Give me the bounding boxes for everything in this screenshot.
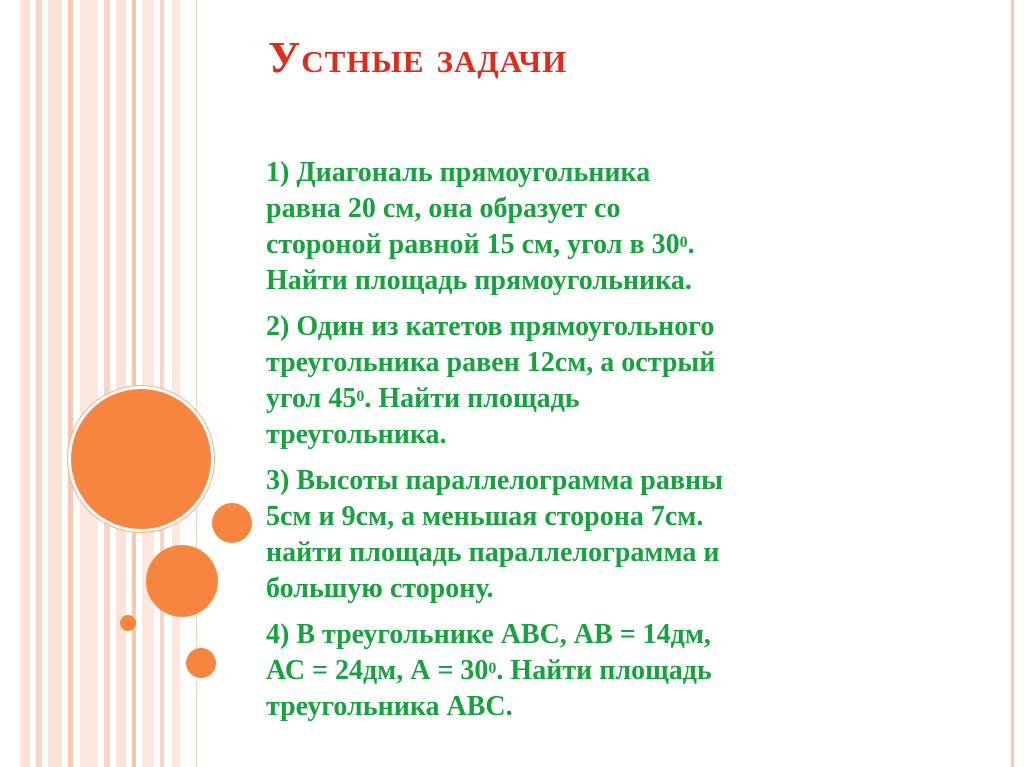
- task-line: [266, 227, 966, 263]
- task-line: [266, 381, 966, 417]
- task-line: 4) В треугольнике АВС, АВ = 14дм,: [266, 619, 711, 650]
- task-line: 3) Высоты параллелограмма равны: [266, 465, 723, 496]
- task-text: стороной равной 15 см, угол в 30: [266, 229, 680, 260]
- task-line: большую сторону.: [266, 573, 494, 604]
- task-text: . Найти площадь: [496, 655, 712, 686]
- degree-superscript: 0: [488, 660, 497, 677]
- task-line: 5см и 9см, а меньшая сторона 7см.: [266, 501, 704, 532]
- task-line: найти площадь параллелограмма и: [266, 537, 720, 568]
- decorative-stripes: [0, 0, 200, 767]
- task-list: [266, 155, 966, 735]
- degree-superscript: 0: [679, 234, 688, 251]
- task-line: [266, 653, 966, 689]
- task-text: . Найти площадь: [364, 383, 580, 414]
- decorative-circle-small: [212, 503, 252, 543]
- task-line: 2) Один из катетов прямоугольного: [266, 311, 715, 342]
- task-line: равна 20 см, она образует со: [266, 193, 621, 224]
- task-text: АС = 24дм, А = 30: [266, 655, 489, 686]
- task-line: Найти площадь прямоугольника.: [266, 265, 692, 296]
- task-line: треугольника.: [266, 419, 447, 450]
- right-border: [1011, 0, 1014, 767]
- decorative-circle-large: [68, 386, 214, 532]
- task-item: [266, 617, 966, 725]
- task-item: [266, 155, 966, 299]
- decorative-circle-small-2: [186, 648, 216, 678]
- task-text: .: [687, 229, 695, 260]
- task-line: 1) Диагональ прямоугольника: [266, 157, 651, 188]
- task-text: угол 45: [266, 383, 357, 414]
- degree-superscript: 0: [356, 388, 365, 405]
- task-item: [266, 309, 966, 453]
- task-line: треугольника АВС.: [266, 691, 513, 722]
- slide-title: Устные задачи: [268, 33, 568, 82]
- decorative-circle-tiny: [120, 615, 136, 631]
- task-item: [266, 463, 966, 607]
- task-line: треугольника равен 12см, а острый: [266, 347, 716, 378]
- decorative-circle-medium: [146, 545, 218, 617]
